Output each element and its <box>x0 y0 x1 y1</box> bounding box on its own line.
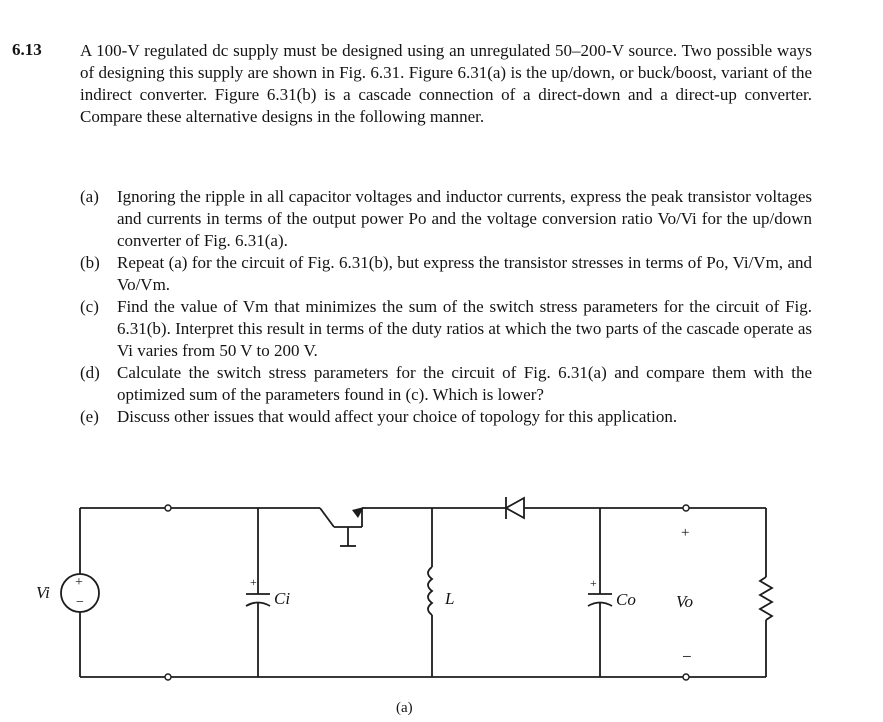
output-minus-sign: − <box>682 647 692 666</box>
input-terminal-top <box>165 505 171 511</box>
problem-parts <box>80 186 812 428</box>
part-text: Repeat (a) for the circuit of Fig. 6.31(b), but express the transistor stresses in terms of Po, Vi/Vm, and Vo/Vm. <box>117 253 812 294</box>
transistor-switch <box>320 507 364 546</box>
part-letter: (c) <box>80 297 99 316</box>
output-plus-sign: + <box>681 525 690 541</box>
buck-boost-circuit-diagram <box>0 470 883 722</box>
part-letter: (a) <box>80 187 99 206</box>
inductor-label: L <box>445 589 455 608</box>
output-capacitor <box>588 508 636 677</box>
problem-intro: A 100-V regulated dc supply must be designed using an unregulated 50–200-V source. Two possible ways of designing this supply are shown in Fig. 6.31. Figure 6.31(a) is the up/down, or buck/boost, variant of the indirect converter. Figure 6.31(b) is a cascade connection of a direct-down and a direct-up converter. Compare these alternative designs in the following manner. <box>80 41 812 126</box>
output-terminal-top <box>683 505 689 511</box>
part-c <box>80 296 812 362</box>
input-capacitor <box>246 508 290 677</box>
part-text: Find the value of Vm that minimizes the sum of the switch stress parameters for the circuit of Fig. 6.31(b). Interpret this result in terms of the duty ratios at which the two parts of the cascade operate as Vi varies from 50 V to 200 V. <box>117 297 812 360</box>
part-e <box>80 406 812 428</box>
part-d <box>80 362 812 406</box>
input-capacitor-label: Ci <box>274 589 291 608</box>
output-capacitor-label: Co <box>616 590 636 609</box>
voltage-source <box>36 508 99 677</box>
figure-caption: (a) <box>396 700 413 716</box>
source-minus-sign: − <box>76 595 84 610</box>
part-letter: (b) <box>80 253 100 272</box>
part-text: Ignoring the ripple in all capacitor voltages and inductor currents, express the peak transistor voltages and currents in terms of the output power Po and the voltage conversion ratio Vo/Vi for the up/down converter of Fig. 6.31(a). <box>117 187 812 250</box>
part-letter: (e) <box>80 407 99 426</box>
diode <box>500 497 526 519</box>
svg-text:+: + <box>250 575 257 589</box>
source-plus-sign: + <box>75 575 83 590</box>
output-terminal-bottom <box>683 674 689 680</box>
load-resistor <box>760 508 772 677</box>
problem-number: 6.13 <box>12 40 42 59</box>
source-label: Vi <box>36 583 50 602</box>
part-text: Discuss other issues that would affect your choice of topology for this application. <box>117 407 678 426</box>
inductor <box>428 508 454 677</box>
svg-text:+: + <box>590 576 597 590</box>
part-a <box>80 186 812 252</box>
input-terminal-bottom <box>165 674 171 680</box>
output-voltage-label: Vo <box>676 592 693 611</box>
part-letter: (d) <box>80 363 100 382</box>
part-b <box>80 252 812 296</box>
part-text: Calculate the switch stress parameters for the circuit of Fig. 6.31(a) and compare them with the optimized sum of the parameters found in (c). Which is lower? <box>117 363 812 404</box>
